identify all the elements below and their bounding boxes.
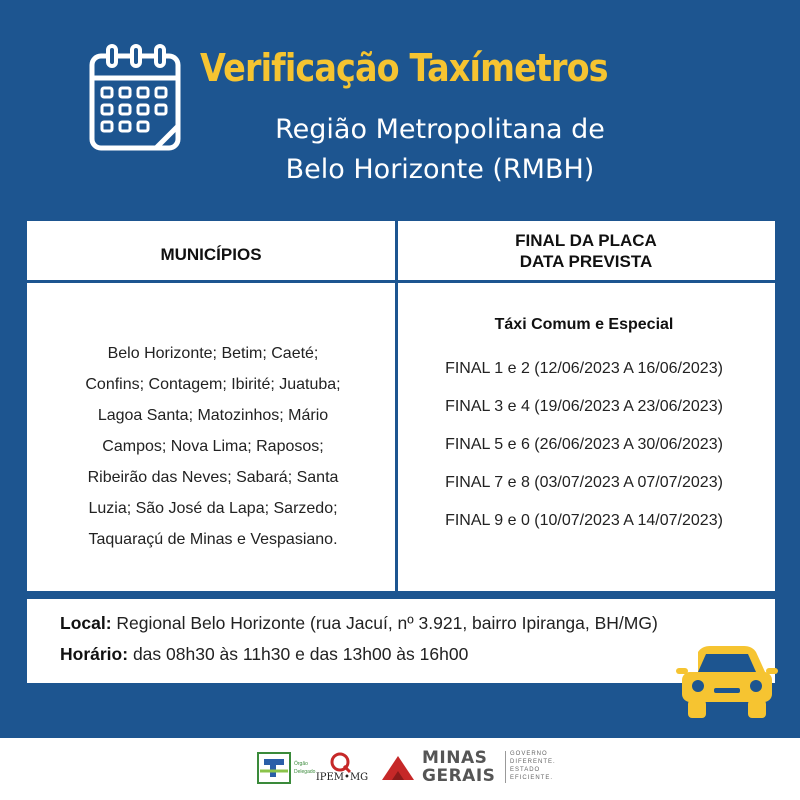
plate-date-header bbox=[398, 230, 774, 272]
municipalities-list bbox=[58, 338, 368, 555]
table-header-divider bbox=[24, 280, 778, 283]
municipalities-line: Lagoa Santa; Matozinhos; Mário bbox=[97, 407, 329, 424]
tagline-line: DIFERENTE. bbox=[510, 759, 556, 765]
page-subtitle bbox=[230, 110, 650, 190]
hours-label: Horário: bbox=[60, 644, 129, 664]
table-column-divider bbox=[395, 218, 398, 594]
municipalities-line: Confins; Contagem; Ibirité; Juatuba; bbox=[85, 376, 341, 393]
plate-schedule-item: FINAL 9 e 0 (10/07/2023 A 14/07/2023) bbox=[445, 512, 723, 529]
location-line bbox=[60, 613, 658, 634]
svg-text:Órgão: Órgão bbox=[294, 761, 308, 767]
page-title: Verificação Taxímetros bbox=[200, 46, 608, 90]
tagline-line: GOVERNO bbox=[510, 751, 548, 757]
plates-list bbox=[400, 350, 768, 540]
mg-line-1: MINAS bbox=[422, 748, 488, 768]
location-value: Regional Belo Horizonte (rua Jacuí, nº 3.921, bairro Ipiranga, BH/MG) bbox=[116, 613, 658, 633]
municipalities-line: Luzia; São José da Lapa; Sarzedo; bbox=[88, 500, 338, 517]
minas-gerais-name bbox=[422, 749, 495, 785]
car-icon bbox=[676, 644, 778, 722]
plate-schedule-item: FINAL 3 e 4 (19/06/2023 A 23/06/2023) bbox=[445, 398, 723, 415]
plate-header-line-1: FINAL DA PLACA bbox=[515, 231, 657, 250]
municipalities-line: Ribeirão das Neves; Sabará; Santa bbox=[87, 469, 339, 486]
logo-separator bbox=[505, 751, 506, 783]
ipem-text: IPEM•MG bbox=[315, 772, 369, 783]
hours-value: das 08h30 às 11h30 e das 13h00 às 16h00 bbox=[132, 644, 469, 664]
calendar-icon bbox=[88, 44, 184, 152]
subtitle-line-1: Região Metropolitana de bbox=[275, 114, 605, 145]
hours-line bbox=[60, 644, 468, 665]
mg-line-2: GERAIS bbox=[422, 766, 496, 786]
plate-schedule-item: FINAL 7 e 8 (03/07/2023 A 07/07/2023) bbox=[445, 474, 723, 491]
municipalities-header: MUNICÍPIOS bbox=[160, 245, 262, 264]
plates-subtitle: Táxi Comum e Especial bbox=[494, 316, 674, 333]
plate-header-line-2: DATA PREVISTA bbox=[519, 252, 653, 271]
inmetro-logo bbox=[256, 751, 316, 785]
municipalities-line: Taquaraçú de Minas e Vespasiano. bbox=[88, 531, 338, 548]
location-label: Local: bbox=[60, 613, 112, 633]
municipalities-line: Belo Horizonte; Betim; Caeté; bbox=[107, 345, 319, 362]
tagline-line: ESTADO bbox=[510, 767, 541, 773]
plate-schedule-item: FINAL 5 e 6 (26/06/2023 A 30/06/2023) bbox=[445, 436, 723, 453]
location-info-box bbox=[24, 596, 778, 686]
municipalities-line: Campos; Nova Lima; Raposos; bbox=[102, 438, 324, 455]
subtitle-line-2: Belo Horizonte (RMBH) bbox=[285, 154, 595, 185]
mg-tagline bbox=[510, 750, 556, 782]
svg-text:Delegado: Delegado bbox=[294, 769, 316, 775]
tagline-line: EFICIENTE. bbox=[510, 775, 554, 781]
minas-gerais-logo bbox=[380, 752, 416, 782]
plate-schedule-item: FINAL 1 e 2 (12/06/2023 A 16/06/2023) bbox=[445, 360, 723, 377]
